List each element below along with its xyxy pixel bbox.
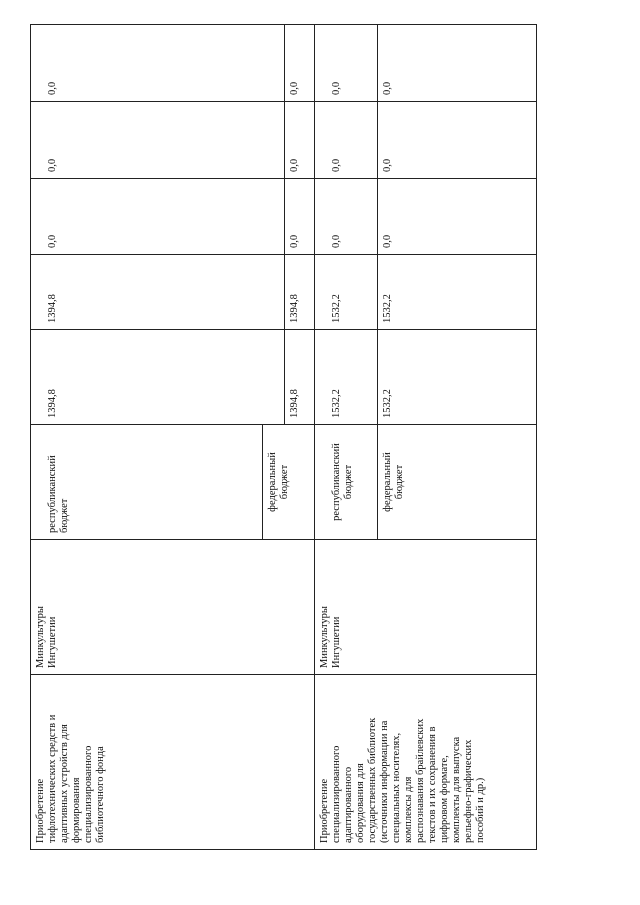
source-label: республиканский бюджет xyxy=(331,443,355,521)
value: 1394,8 xyxy=(47,294,58,323)
value-cell xyxy=(315,330,537,425)
table-row xyxy=(31,25,315,850)
value: 0,0 xyxy=(331,234,343,248)
value: 1532,2 xyxy=(377,330,548,424)
value: 0,0 xyxy=(284,102,326,178)
value: 0,0 xyxy=(47,234,58,248)
value: 0,0 xyxy=(284,25,326,101)
value: 1394,8 xyxy=(284,330,326,424)
value: 0,0 xyxy=(47,81,58,95)
source-cell xyxy=(31,425,315,540)
value: 1394,8 xyxy=(47,389,58,418)
value-cell xyxy=(31,102,315,179)
source-cell xyxy=(315,425,537,540)
executor-cell: Минкультуры Ингушетии xyxy=(315,540,537,675)
source-label: федеральный бюджет xyxy=(377,425,548,539)
source-label: республиканский бюджет xyxy=(47,455,70,533)
value: 0,0 xyxy=(331,81,343,95)
table-row xyxy=(315,25,537,850)
measure-name-cell: Приобретение тифлотехнических средств и адаптивных устройств для формирования специализированного библиотечного фонда xyxy=(31,675,315,850)
budget-table xyxy=(30,24,537,850)
value-cell xyxy=(315,179,537,255)
measure-name-cell: Приобретение специализированного адаптированного оборудования для государственных библиотек (источники информации на специальных носителях, комплексы для распознавания брайлевских текстов и их сохранения в цифровом формате, комплекты для выпуска рельефно-графических пособий и др.) xyxy=(315,675,537,850)
value-cell xyxy=(315,25,537,102)
value-cell xyxy=(31,255,315,330)
value: 0,0 xyxy=(47,158,58,172)
value: 1532,2 xyxy=(331,389,343,418)
value: 1394,8 xyxy=(284,255,326,329)
value: 0,0 xyxy=(377,102,548,178)
value: 0,0 xyxy=(377,25,548,101)
value: 0,0 xyxy=(377,179,548,254)
value-cell xyxy=(31,25,315,102)
rotated-table-page xyxy=(30,25,537,850)
value: 0,0 xyxy=(284,179,326,254)
value-cell xyxy=(31,179,315,255)
value: 1532,2 xyxy=(377,255,548,329)
source-label: федеральный бюджет xyxy=(263,425,327,539)
value: 1532,2 xyxy=(331,294,343,323)
value: 0,0 xyxy=(331,158,343,172)
value-cell xyxy=(315,102,537,179)
value-cell xyxy=(315,255,537,330)
executor-cell: Минкультуры Ингушетии xyxy=(31,540,315,675)
value-cell xyxy=(31,330,315,425)
